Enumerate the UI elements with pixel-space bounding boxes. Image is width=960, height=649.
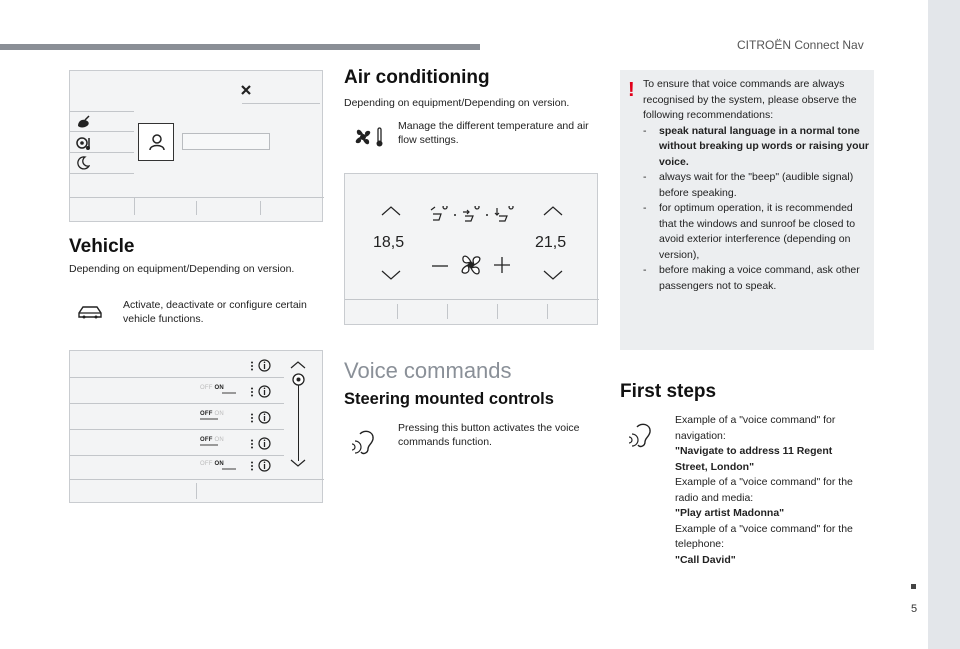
recommendations-intro: To ensure that voice commands are always recognised by the system, please observe the following recommendations: <box>643 78 857 121</box>
scrollbar-thumb[interactable] <box>292 373 305 386</box>
scroll-down-icon[interactable] <box>290 459 306 467</box>
recommendation-item: - always wait for the "beep" (audible signal) before speaking. <box>643 171 854 199</box>
header-rule <box>0 44 480 50</box>
page-number: 5 <box>911 603 918 615</box>
air-distribution-icon[interactable] <box>429 206 519 222</box>
continue-marker <box>911 584 916 589</box>
first-steps-title: First steps <box>620 381 717 402</box>
settings-screen-mockup <box>69 70 323 222</box>
info-icon <box>258 359 271 372</box>
more-icon <box>250 361 254 371</box>
info-icon <box>258 459 271 472</box>
close-icon <box>240 84 252 96</box>
fan-decrease-icon[interactable] <box>431 264 449 268</box>
more-icon <box>250 413 254 423</box>
page-side-strip <box>928 0 960 649</box>
steering-controls-description: Pressing this button activates the voice commands function. <box>398 422 580 448</box>
vehicle-screen-mockup <box>69 350 323 503</box>
recommendation-item: - before making a voice command, ask other passengers not to speak. <box>643 264 860 292</box>
fan-increase-icon[interactable] <box>493 256 511 274</box>
phone-example-command: "Call David" <box>675 553 736 566</box>
recommendation-item: - for optimum operation, it is recommended that the windows and sunroof be closed to avoid exterior interference (depending on version), <box>643 202 856 261</box>
warning-icon: ! <box>628 79 635 101</box>
toggle-switch[interactable]: OFF ON <box>200 461 236 467</box>
vehicle-intro: Depending on equipment/Depending on version. <box>69 263 295 275</box>
more-icon <box>250 387 254 397</box>
moon-icon <box>76 156 90 170</box>
nav-example-label: Example of a "voice command" for navigation: <box>675 414 836 442</box>
temp-up-right-icon[interactable] <box>543 206 563 216</box>
voice-command-icon <box>350 428 380 458</box>
scroll-up-icon[interactable] <box>290 361 306 369</box>
profile-name-field <box>182 133 270 150</box>
palette-icon <box>76 115 92 129</box>
toggle-switch[interactable]: OFF ON <box>200 385 236 391</box>
user-icon <box>147 132 167 152</box>
temp-up-left-icon[interactable] <box>381 206 401 216</box>
air-conditioning-description: Manage the different temperature and air flow settings. <box>398 120 589 146</box>
recommendation-item: - speak natural language in a normal tone without breaking up words or raising your voice. <box>643 124 870 168</box>
fan-icon <box>457 251 485 279</box>
nav-example-command: "Navigate to address 11 Regent Street, London" <box>675 445 833 473</box>
settings-music-icon <box>75 135 93 151</box>
vehicle-description: Activate, deactivate or configure certain vehicle functions. <box>123 299 307 325</box>
voice-command-icon <box>627 421 657 451</box>
first-steps-examples <box>675 413 865 568</box>
voice-commands-title: Voice commands <box>344 358 512 383</box>
media-example-command: "Play artist Madonna" <box>675 507 785 519</box>
climate-screen-mockup <box>344 173 598 325</box>
left-temperature: 18,5 <box>373 234 405 251</box>
phone-example-label: Example of a "voice command" for the telephone: <box>675 522 853 550</box>
fan-thermometer-icon <box>352 126 388 148</box>
temp-down-left-icon[interactable] <box>381 270 401 280</box>
info-icon <box>258 437 271 450</box>
info-icon <box>258 411 271 424</box>
vehicle-title: Vehicle <box>69 236 135 257</box>
air-conditioning-intro: Depending on equipment/Depending on version. <box>344 97 570 109</box>
more-icon <box>250 461 254 471</box>
air-conditioning-title: Air conditioning <box>344 67 490 88</box>
temp-down-right-icon[interactable] <box>543 270 563 280</box>
car-icon <box>76 304 104 322</box>
recommendations-text <box>643 77 869 294</box>
info-icon <box>258 385 271 398</box>
header-brand: CITROËN Connect Nav <box>737 38 864 52</box>
media-example-label: Example of a "voice command" for the radio and media: <box>675 476 853 504</box>
toggle-switch[interactable]: OFF ON <box>200 437 236 443</box>
right-temperature: 21,5 <box>535 234 567 251</box>
profile-tile <box>138 123 174 161</box>
scrollbar-track[interactable] <box>298 377 299 461</box>
more-icon <box>250 439 254 449</box>
toggle-switch[interactable]: OFF ON <box>200 411 236 417</box>
steering-controls-title: Steering mounted controls <box>344 390 554 408</box>
